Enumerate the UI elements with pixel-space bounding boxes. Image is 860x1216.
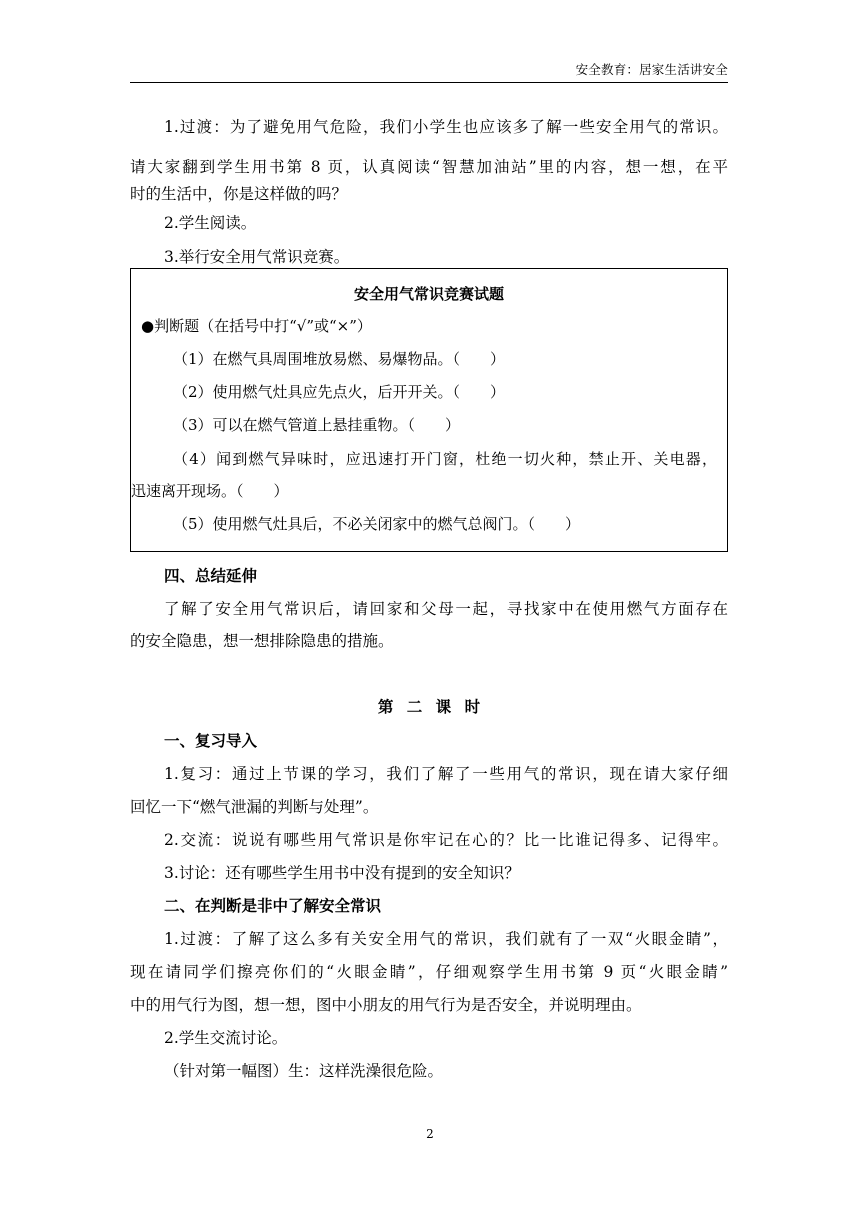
quiz-question-4-line-1: （4）闻到燃气异味时，应迅速打开门窗，杜绝一切火种，禁止开、关电器， [173,450,717,468]
section-heading-summary: 四、总结延伸 [164,567,258,585]
header-title: 安全教育：居家生活讲安全 [575,62,728,77]
quiz-question-1: （1）在燃气具周围堆放易燃、易爆物品。（ ） [173,350,506,368]
page-header [130,56,728,83]
quiz-box [130,268,728,552]
lesson-title: 第 二 课 时 [377,698,481,716]
paragraph-summary-line-1: 了解了安全用气常识后，请回家和父母一起，寻找家中在使用燃气方面存在 [164,600,728,618]
paragraph-quiz-intro: 3.举行安全用气常识竞赛。 [164,248,350,266]
quiz-question-4-line-2: 迅速离开现场。（ ） [131,482,289,500]
paragraph-summary-line-2: 的安全隐患，想一想排除隐患的措施。 [130,632,394,650]
quiz-question-3: （3）可以在燃气管道上悬挂重物。（ ） [173,416,461,434]
paragraph-review-line-1: 1.复习：通过上节课的学习，我们了解了一些用气的常识，现在请大家仔细 [164,765,728,783]
quiz-question-2: （2）使用燃气灶具应先点火，后开开关。（ ） [173,383,506,401]
quiz-question-5: （5）使用燃气灶具后，不必关闭家中的燃气总阀门。（ ） [173,515,581,533]
section-heading-review: 一、复习导入 [164,732,258,750]
paragraph-student-discussion: 2.学生交流讨论。 [164,1029,288,1047]
quiz-title: 安全用气常识竞赛试题 [353,285,504,303]
paragraph-first-picture: （针对第一幅图）生：这样洗澡很危险。 [164,1062,444,1080]
paragraph-transition-line-1: 1.过渡：为了避免用气危险，我们小学生也应该多了解一些安全用气的常识。 [164,118,728,136]
paragraph-transition-line-2: 请大家翻到学生用书第 8 页，认真阅读“智慧加油站”里的内容，想一想，在平 [130,158,728,176]
paragraph-transition-line-3: 时的生活中，你是这样做的吗？ [130,185,348,203]
paragraph-discussion: 3.讨论：还有哪些学生用书中没有提到的安全知识？ [164,864,520,882]
paragraph-exchange: 2.交流：说说有哪些用气常识是你牢记在心的？比一比谁记得多、记得牢。 [164,831,728,849]
paragraph-judgement-line-2: 现在请同学们擦亮你们的“火眼金睛”，仔细观察学生用书第 9 页“火眼金睛” [130,963,728,981]
page-number: 2 [426,1127,434,1141]
section-heading-judgement: 二、在判断是非中了解安全常识 [164,897,382,915]
paragraph-judgement-line-3: 中的用气行为图，想一想，图中小朋友的用气行为是否安全，并说明理由。 [130,996,642,1014]
paragraph-judgement-line-1: 1.过渡：了解了这么多有关安全用气的常识，我们就有了一双“火眼金睛”， [164,930,728,948]
quiz-section-label: ●判断题（在括号中打“√”或“×”） [141,317,372,335]
paragraph-review-line-2: 回忆一下“燃气泄漏的判断与处理”。 [130,798,379,816]
paragraph-student-reading: 2.学生阅读。 [164,214,257,232]
